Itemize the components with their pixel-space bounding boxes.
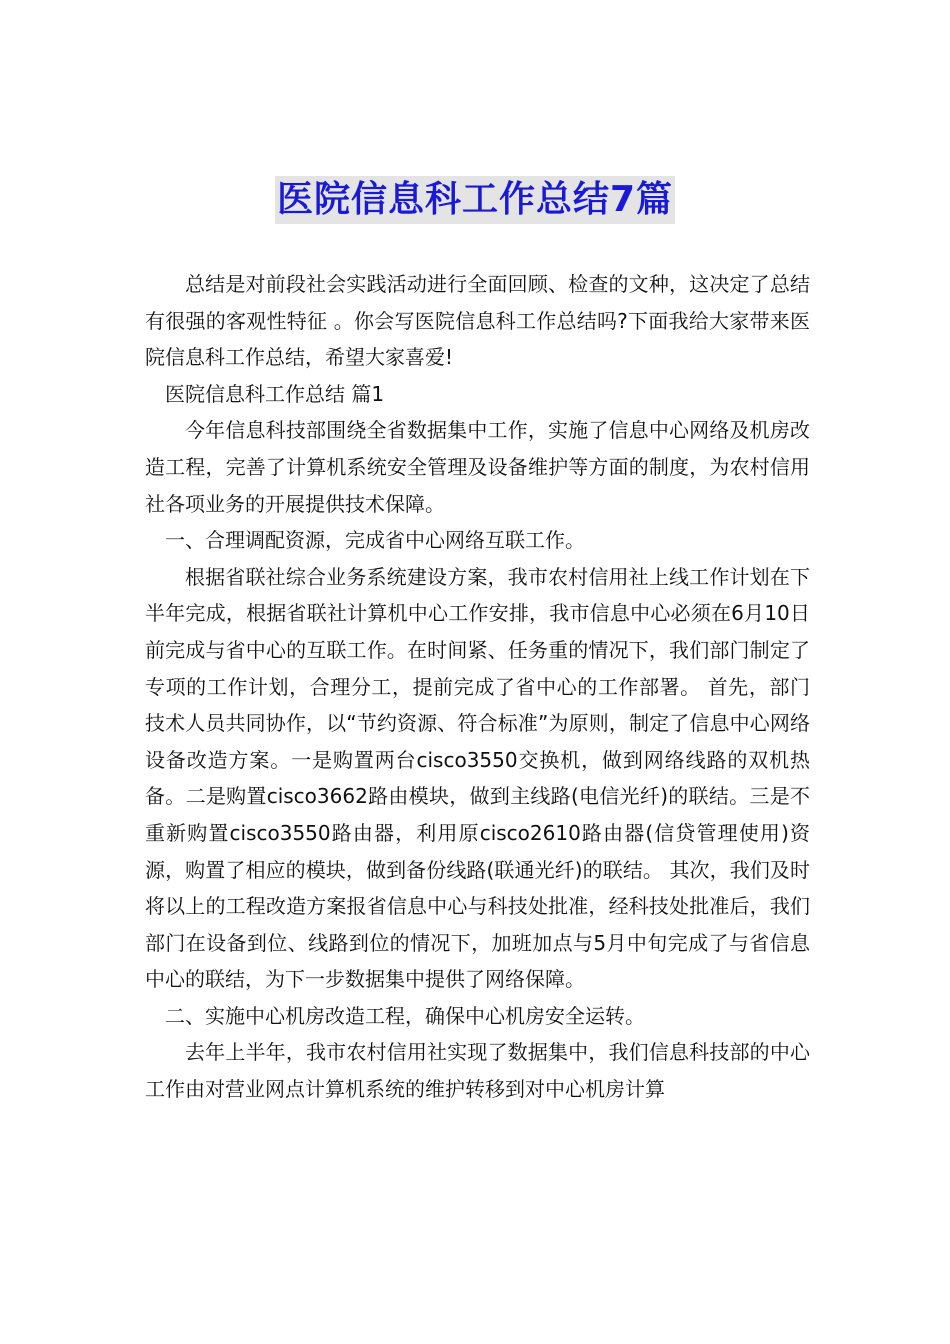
- document-title: 医院信息科工作总结7篇: [275, 176, 675, 224]
- intro-paragraph: 总结是对前段社会实践活动进行全面回顾、检查的文种，这决定了总结有很强的客观性特征 。你会写医院信息科工作总结吗?下面我给大家带来医院信息科工作总结，希望大家喜爱!: [145, 272, 810, 370]
- subsection-heading: 一、合理调配资源，完成省中心网络互联工作。: [165, 528, 585, 553]
- body-paragraph: 今年信息科技部围绕全省数据集中工作，实施了信息中心网络及机房改造工程，完善了计算机系统安全管理及设备维护等方面的制度，为农村信用社各项业务的开展提供技术保障。: [145, 418, 810, 516]
- document-body: [145, 266, 810, 1108]
- title-container: [0, 176, 950, 224]
- body-paragraph: 去年上半年，我市农村信用社实现了数据集中，我们信息科技部的中心工作由对营业网点计算机系统的维护转移到对中心机房计算: [145, 1040, 810, 1102]
- section-heading: 医院信息科工作总结 篇1: [165, 381, 385, 406]
- subsection-heading: 二、实施中心机房改造工程，确保中心机房安全运转。: [165, 1003, 645, 1028]
- body-paragraph: 根据省联社综合业务系统建设方案，我市农村信用社上线工作计划在下半年完成，根据省联社计算机中心工作安排，我市信息中心必须在6月10日前完成与省中心的互联工作。在时间紧、任务重的情况下，我们部门制定了专项的工作计划，合理分工，提前完成了省中心的工作部署。 首先，部门技术人员共同协作，以“节约资源、符合标准”为原则，制定了信息中心网络设备改造方案。一是购置两台cisco3550交换机，做到网络线路的双机热备。二是购置cisco3662路由模块，做到主线路(电信光纤)的联结。三是不重新购置cisco3550路由器，利用原cisco2610路由器(信贷管理使用)资源，购置了相应的模块，做到备份线路(联通光纤)的联结。 其次，我们及时将以上的工程改造方案报省信息中心与科技处批准，经科技处批准后，我们部门在设备到位、线路到位的情况下，加班加点与5月中旬完成了与省信息中心的联结，为下一步数据集中提供了网络保障。: [145, 564, 810, 992]
